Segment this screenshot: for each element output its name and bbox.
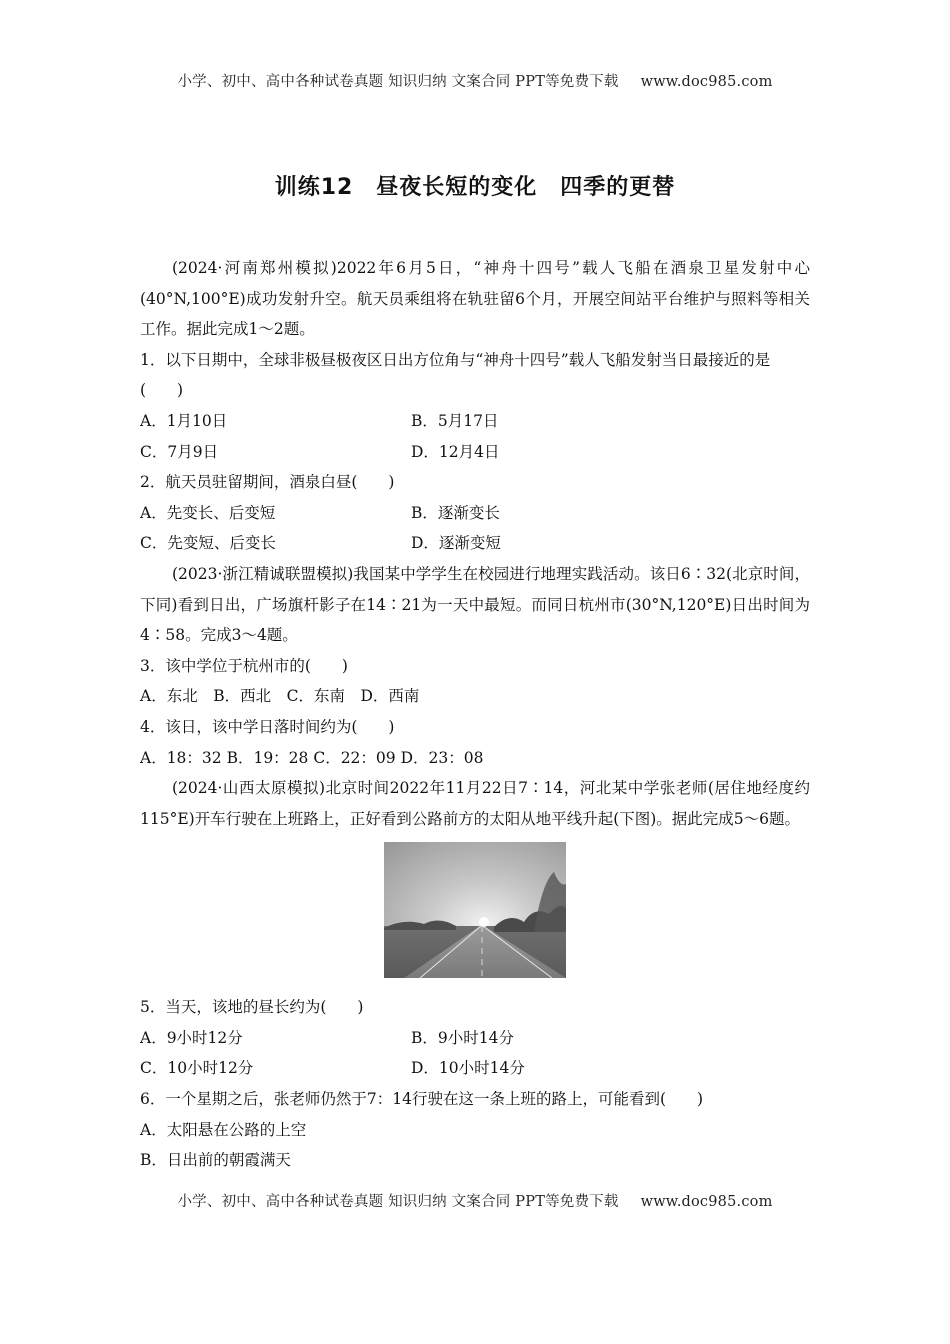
q6-option-b: B．日出前的朝霞满天 (140, 1151, 291, 1170)
q2-option-b: B．逐渐变长 (411, 503, 500, 522)
question-4-stem: 4．该日，该中学日落时间约为( ) (140, 717, 395, 736)
question-2-options-row2 (140, 528, 810, 559)
q6-option-a: A．太阳悬在公路的上空 (140, 1120, 307, 1139)
question-1-stem: 1．以下日期中，全球非极昼极夜区日出方位角与“神舟十四号”载人飞船发射当日最接近的是( ) (140, 350, 771, 400)
q1-option-b: B．5月17日 (411, 411, 499, 430)
page-title: 训练12 昼夜长短的变化 四季的更替 (274, 175, 676, 200)
question-6-stem: 6．一个星期之后，张老师仍然于7：14行驶在这一条上班的路上，可能看到( ) (140, 1090, 704, 1109)
question-3-stem: 3．该中学位于杭州市的( ) (140, 656, 348, 675)
figure-container (140, 834, 810, 992)
header-text: 小学、初中、高中各种试卷真题 知识归纳 文案合同 PPT等免费下载 (177, 74, 619, 90)
q2-option-a: A．先变长、后变短 (140, 503, 276, 522)
footer-text: 小学、初中、高中各种试卷真题 知识归纳 文案合同 PPT等免费下载 (177, 1194, 619, 1210)
q5-option-d: D．10小时14分 (411, 1059, 525, 1078)
question-1-options-row2 (140, 437, 810, 468)
question-3-options: A．东北 B．西北 C．东南 D．西南 (140, 687, 420, 706)
question-1-options-row1 (140, 406, 810, 437)
q5-option-c: C．10小时12分 (140, 1059, 254, 1078)
intro-q1-2: (2024·河南郑州模拟)2022年6月5日，“神舟十四号”载人飞船在酒泉卫星发射中心(40°N,100°E)成功发射升空。航天员乘组将在轨驻留6个月，开展空间站平台维护与照料等相关工作。据此完成1～2题。 (140, 259, 810, 339)
q2-option-d: D．逐渐变短 (411, 534, 501, 553)
page-header (0, 70, 950, 91)
q1-option-c: C．7月9日 (140, 442, 219, 461)
q1-option-d: D．12月4日 (411, 442, 500, 461)
question-5-stem: 5．当天，该地的昼长约为( ) (140, 998, 364, 1017)
sunrise-road-photo (384, 842, 566, 978)
q5-option-a: A．9小时12分 (140, 1028, 243, 1047)
intro-q5-6: (2024·山西太原模拟)北京时间2022年11月22日7∶14，河北某中学张老师(居住地经度约115°E)开车行驶在上班路上，正好看到公路前方的太阳从地平线升起(下图)。据此完成5～6题。 (140, 779, 810, 828)
header-url[interactable]: www.doc985.com (640, 74, 773, 90)
q2-option-c: C．先变短、后变长 (140, 534, 276, 553)
question-4-options: A．18：32 B．19：28 C．22：09 D．23：08 (140, 748, 484, 767)
question-2-stem: 2．航天员驻留期间，酒泉白昼( ) (140, 473, 395, 492)
question-2-options-row1 (140, 498, 810, 529)
page-footer (0, 1190, 950, 1211)
intro-q3-4: (2023·浙江精诚联盟模拟)我国某中学学生在校园进行地理实践活动。该日6∶32(北京时间，下同)看到日出，广场旗杆影子在14∶21为一天中最短。而同日杭州市(30°N,120°E)日出时间为4∶58。完成3～4题。 (140, 564, 810, 645)
document-body (140, 253, 810, 1176)
q5-option-b: B．9小时14分 (411, 1028, 514, 1047)
q1-option-a: A．1月10日 (140, 411, 228, 430)
question-5-options-row1 (140, 1023, 810, 1054)
question-5-options-row2 (140, 1053, 810, 1084)
footer-url[interactable]: www.doc985.com (640, 1194, 773, 1210)
